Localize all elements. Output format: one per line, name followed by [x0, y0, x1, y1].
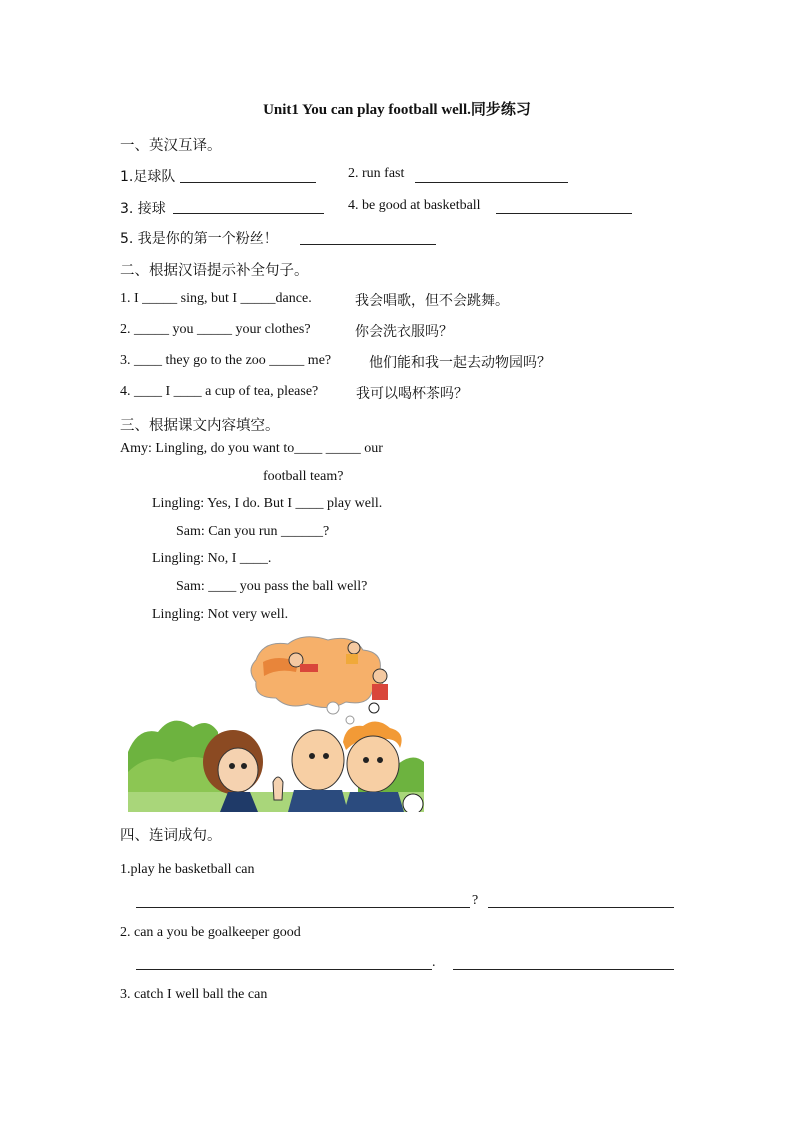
q2-1-english: 1. I _____ sing, but I _____dance.	[120, 291, 312, 306]
q2-4-english: 4. ____ I ____ a cup of tea, please?	[120, 384, 319, 399]
q4-1-words: 1.play he basketball can	[120, 862, 255, 877]
q2-1-chinese: 我会唱歌，但不会跳舞。	[355, 293, 509, 309]
q1-4-answer-line[interactable]	[496, 213, 632, 214]
q2-4-chinese: 我可以喝杯茶吗？	[356, 386, 468, 402]
q1-1-answer-line[interactable]	[180, 182, 316, 183]
section-2-heading: 二、根据汉语提示补全句子。	[120, 263, 309, 279]
dialogue-line: Lingling: Yes, I do. But I ____ play well.	[152, 496, 383, 511]
dialogue-line: Lingling: No, I ____.	[152, 551, 272, 566]
q1-5-text: 5. 我是你的第一个粉丝！	[120, 231, 278, 247]
q1-2-text: 2. run fast	[348, 166, 405, 181]
q4-1-question-mark: ?	[472, 893, 479, 908]
section-1-heading: 一、英汉互译。	[120, 138, 222, 154]
section-3-heading: 三、根据课文内容填空。	[120, 418, 280, 434]
dialogue-line: Sam: Can you run ______?	[176, 524, 330, 539]
dialogue-line: Amy: Lingling, do you want to____ _____ our	[120, 441, 383, 456]
q4-2-period: .	[432, 955, 436, 970]
page-title: Unit1 You can play football well.同步练习	[263, 102, 531, 118]
q4-2-words: 2. can a you be goalkeeper good	[120, 925, 301, 940]
q2-2-english: 2. _____ you _____ your clothes?	[120, 322, 311, 337]
q4-2-answer-line-1[interactable]	[136, 969, 432, 970]
q2-2-chinese: 你会洗衣服吗？	[355, 324, 453, 340]
section-4-heading: 四、连词成句。	[120, 828, 222, 844]
q1-2-answer-line[interactable]	[415, 182, 568, 183]
q4-1-answer-line-1[interactable]	[136, 907, 470, 908]
q1-3-text: 3. 接球	[120, 201, 166, 217]
q1-1-text: 1.足球队	[120, 169, 176, 185]
q1-5-answer-line[interactable]	[300, 244, 436, 245]
q2-3-english: 3. ____ they go to the zoo _____ me?	[120, 353, 332, 368]
illustration-kids-football	[128, 632, 424, 812]
dialogue-line: Sam: ____ you pass the ball well?	[176, 579, 368, 594]
q4-1-answer-line-2[interactable]	[488, 907, 674, 908]
q4-3-words: 3. catch I well ball the can	[120, 987, 268, 1002]
q2-3-chinese: 他们能和我一起去动物园吗？	[369, 355, 551, 371]
q1-3-answer-line[interactable]	[173, 213, 324, 214]
dialogue-line: football team?	[263, 469, 344, 484]
dialogue-line: Lingling: Not very well.	[152, 607, 289, 622]
q1-4-text: 4. be good at basketball	[348, 198, 481, 213]
q4-2-answer-line-2[interactable]	[453, 969, 674, 970]
